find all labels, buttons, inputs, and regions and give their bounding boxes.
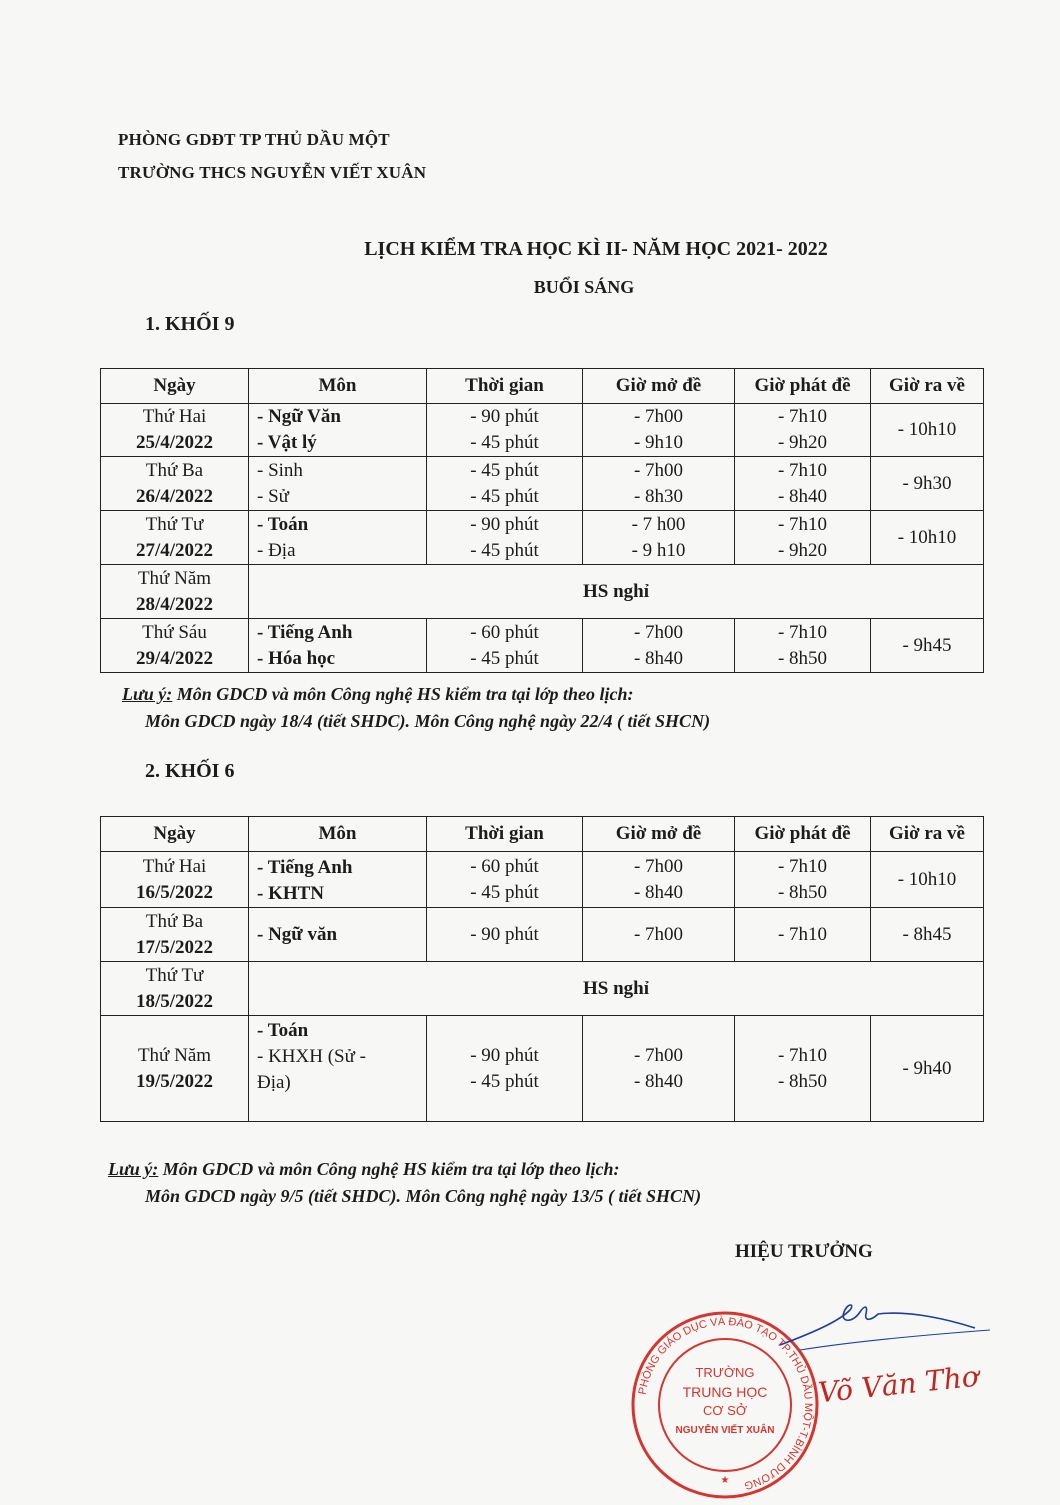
open-time-cell [583,852,735,908]
table-row [101,511,984,565]
distribute-time: - 7h10 [777,855,828,877]
subject-cell: - Ngữ văn [249,908,427,962]
note-text: Môn GDCD và môn Công nghệ HS kiểm tra tại lớp theo lịch: [172,684,634,704]
day-name: Thứ Ba [145,910,204,932]
table-row [101,1016,984,1122]
day-cell [101,457,249,511]
end-time-cell: - 9h30 [871,457,984,511]
open-time: - 7h00 [633,855,684,877]
table-row [101,962,984,1016]
day-off-cell: HS nghỉ [249,565,984,619]
open-time: - 9h10 [633,432,684,453]
note-label: Lưu ý: [122,684,173,704]
principal-name: Võ Văn Thơ [816,1359,981,1410]
stamp-inner-line1: TRƯỜNG [695,1365,755,1380]
table-row [101,908,984,962]
duration: - 45 phút [470,881,539,903]
day-cell [101,962,249,1016]
distribute-time: - 8h50 [777,1070,828,1092]
open-time: - 8h40 [633,881,684,903]
day-date: 26/4/2022 [135,485,214,507]
duration: - 90 phút [470,513,539,535]
distribute-time: - 8h50 [777,881,828,903]
note-text: Môn GDCD và môn Công nghệ HS kiểm tra tại lớp theo lịch: [158,1159,620,1179]
end-time-cell: - 8h45 [871,908,984,962]
open-time: - 8h40 [633,1070,684,1092]
schedule-table-khoi-6 [100,816,984,1122]
note-khoi-6-line1 [108,1159,620,1180]
open-time: - 7 h00 [631,513,686,535]
header-ngay: Ngày [101,369,249,404]
distribute-time-cell: - 7h10 [735,908,871,962]
subject: - KHTN [257,883,325,904]
note-khoi-6-line2: Môn GDCD ngày 9/5 (tiết SHDC). Môn Công nghệ ngày 13/5 ( tiết SHCN) [145,1186,702,1206]
day-name: Thứ Sáu [142,621,207,643]
note-label: Lưu ý: [108,1159,159,1179]
distribute-time-cell [735,457,871,511]
duration-cell [427,511,583,565]
day-date: 17/5/2022 [135,936,214,958]
open-time-cell [583,619,735,673]
end-time-cell: - 9h45 [871,619,984,673]
day-off-cell: HS nghỉ [249,962,984,1016]
signature-scribble-icon [760,1290,1000,1370]
header-gio-ra-ve: Giờ ra về [871,369,984,404]
duration-cell [427,404,583,457]
subject: - Toán [257,1020,309,1041]
table-row [101,619,984,673]
subject: - Tiếng Anh [257,621,353,643]
subject-cell [249,1016,427,1122]
end-time-cell: - 10h10 [871,404,984,457]
open-time: - 9 h10 [631,539,686,561]
stamp-inner-line4: NGUYỄN VIẾT XUÂN [675,1425,775,1436]
day-name: Thứ Hai [142,855,207,877]
duration: - 45 phút [470,539,539,561]
duration: - 60 phút [470,621,539,643]
table-row [101,852,984,908]
stamp-inner-line3: CƠ SỞ [703,1403,747,1418]
distribute-time-cell [735,619,871,673]
open-time-cell [583,1016,735,1122]
header-gio-mo-de: Giờ mở đề [583,817,735,852]
duration-cell [427,852,583,908]
end-time-cell: - 10h10 [871,852,984,908]
duration: - 45 phút [470,432,539,453]
day-name: Thứ Tư [145,513,204,535]
day-name: Thứ Hai [142,406,207,427]
department-name: PHÒNG GDĐT TP THỦ DẦU MỘT [118,130,390,149]
distribute-time-cell [735,404,871,457]
day-name: Thứ Năm [137,1044,212,1066]
day-date: 27/4/2022 [135,539,214,561]
duration-cell: - 90 phút [427,908,583,962]
header-gio-phat-de: Giờ phát đề [735,369,871,404]
day-date: 29/4/2022 [135,647,214,669]
open-time: - 7h00 [633,1044,684,1066]
distribute-time: - 7h10 [777,406,828,427]
section-khoi-9-title: 1. KHỐI 9 [145,313,235,335]
subject: - Địa [257,539,296,561]
header-gio-mo-de: Giờ mở đề [583,369,735,404]
header-thoi-gian: Thời gian [427,817,583,852]
note-khoi-9-line2: Môn GDCD ngày 18/4 (tiết SHDC). Môn Công nghệ ngày 22/4 ( tiết SHCN) [145,711,711,731]
distribute-time: - 7h10 [777,621,828,643]
duration: - 45 phút [470,647,539,669]
day-cell [101,404,249,457]
duration: - 60 phút [470,855,539,877]
open-time: - 7h00 [633,406,684,427]
page-subtitle: BUỔI SÁNG [533,277,635,297]
header-gio-phat-de: Giờ phát đề [735,817,871,852]
subject: Địa) [257,1072,291,1093]
subject-cell [249,852,427,908]
principal-title: HIỆU TRƯỞNG [735,1241,873,1262]
subject: - Sinh [257,459,303,481]
header-mon: Môn [249,369,427,404]
table-row [101,404,984,457]
day-cell [101,619,249,673]
day-date: 18/5/2022 [135,990,214,1012]
stamp-outer-text: PHÒNG GIÁO DỤC VÀ ĐÀO TẠO TP.THỦ DẦU MỘT-T.BÌNH DƯƠNG [636,1315,815,1492]
distribute-time: - 7h10 [777,459,828,481]
subject: - Hóa học [257,647,336,669]
table-header-row [101,817,984,852]
day-cell [101,852,249,908]
day-date: 16/5/2022 [135,881,214,903]
duration-cell [427,457,583,511]
subject-cell [249,511,427,565]
duration: - 90 phút [470,406,539,427]
open-time-cell [583,511,735,565]
duration: - 45 phút [470,1070,539,1092]
page-title: LỊCH KIỂM TRA HỌC KÌ II- NĂM HỌC 2021- 2022 [364,238,828,260]
day-date: 19/5/2022 [135,1070,214,1092]
distribute-time: - 8h40 [777,485,828,507]
distribute-time-cell [735,1016,871,1122]
section-khoi-6-title: 2. KHỐI 6 [145,760,235,782]
header-mon: Môn [249,817,427,852]
open-time-cell [583,457,735,511]
open-time-cell: - 7h00 [583,908,735,962]
day-date: 25/4/2022 [135,432,214,453]
subject: - Vật lý [257,432,317,453]
table-row [101,457,984,511]
school-name: TRƯỜNG THCS NGUYỄN VIẾT XUÂN [118,163,427,182]
table-header-row [101,369,984,404]
subject: - Ngữ Văn [257,406,341,427]
distribute-time: - 8h50 [777,647,828,669]
day-cell [101,908,249,962]
day-cell [101,1016,249,1122]
stamp-star-icon: ★ [720,1475,730,1486]
day-cell [101,511,249,565]
day-cell [101,565,249,619]
day-name: Thứ Tư [145,964,204,986]
end-time-cell: - 10h10 [871,511,984,565]
header-ngay: Ngày [101,817,249,852]
distribute-time: - 7h10 [777,1044,828,1066]
open-time: - 7h00 [633,459,684,481]
duration-cell [427,1016,583,1122]
subject-cell [249,619,427,673]
open-time-cell [583,404,735,457]
subject: - Toán [257,513,309,535]
open-time: - 8h40 [633,647,684,669]
header-thoi-gian: Thời gian [427,369,583,404]
stamp-inner-line2: TRUNG HỌC [682,1384,768,1400]
subject-cell [249,404,427,457]
day-name: Thứ Ba [145,459,204,481]
duration: - 45 phút [470,485,539,507]
distribute-time: - 7h10 [777,513,828,535]
day-date: 28/4/2022 [135,593,214,615]
subject: - KHXH (Sử - [257,1046,366,1067]
distribute-time: - 9h20 [777,432,828,453]
distribute-time-cell [735,852,871,908]
day-name: Thứ Năm [137,567,212,589]
open-time: - 7h00 [633,621,684,643]
subject-cell [249,457,427,511]
distribute-time-cell [735,511,871,565]
header-gio-ra-ve: Giờ ra về [871,817,984,852]
table-row [101,565,984,619]
duration: - 45 phút [470,459,539,481]
duration-cell [427,619,583,673]
subject: - Sử [257,485,289,507]
distribute-time: - 9h20 [777,539,828,561]
open-time: - 8h30 [633,485,684,507]
schedule-table-khoi-9 [100,368,984,673]
subject: - Tiếng Anh [257,857,353,878]
note-khoi-9-line1 [122,684,634,705]
duration: - 90 phút [470,1044,539,1066]
end-time-cell: - 9h40 [871,1016,984,1122]
